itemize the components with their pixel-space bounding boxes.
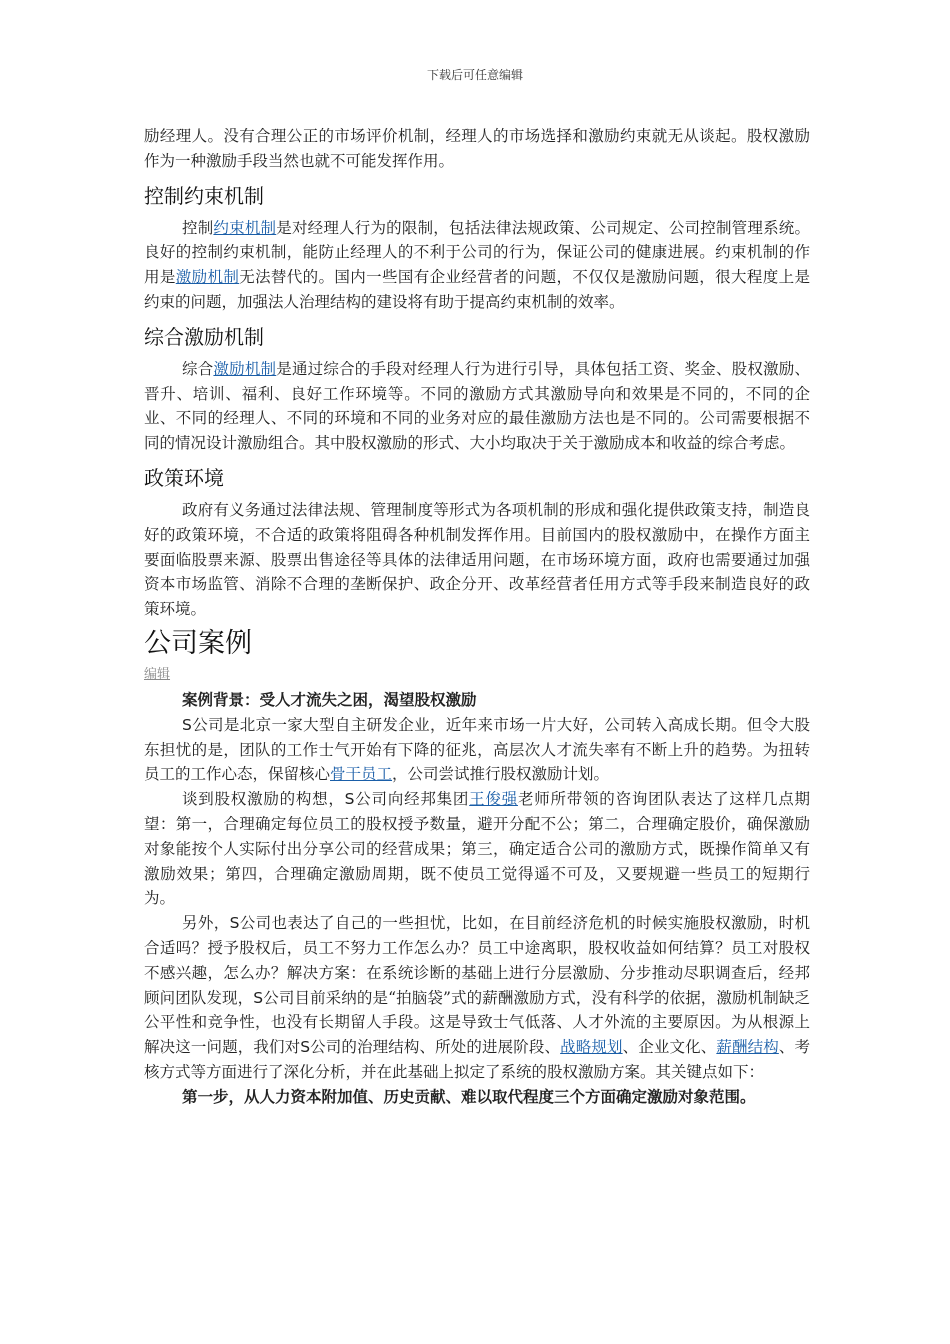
text-span: 公司是北京一家大型自主研发企业，近年来市场一片大好，公司转入高成长期。但令大股东担忧的是，团队的工作士气开始有下降的征兆，高层次人才流失率有不断上升的趋势。为扭转员工的工作心态，保留核心 <box>144 715 810 784</box>
text-span: 公司向经邦集团 <box>354 790 470 809</box>
text-span: S <box>229 914 240 933</box>
policy-paragraph: 政府有义务通过法律法规、管理制度等形式为各项机制的形成和强化提供政策支持，制造良好的政策环境，不合适的政策将阻碍各种机制发挥作用。目前国内的股权激励中，在操作方面主要面临股票来源、股票出售途径等具体的法律适用问题，在市场环境方面，政府也需要通过加强资本市场监管、消除不合理的垄断保护、政企分开、改革经营者任用方式等手段来制造良好的政策环境。 <box>144 500 810 619</box>
edit-link[interactable]: 编辑 <box>144 666 171 682</box>
text-span: ，公司尝试推行股权激励计划。 <box>392 765 610 784</box>
text-span: S <box>182 715 192 734</box>
text-span: 是通过综合的手段对经理人行为进行引导，具体包括工资、奖金、股权激励、晋升、培训、福利、良好工作环境等。不同的激励方式其激励导向和效果是不同的，不同的企业、不同的经理人、不同的环境和不同的业务对应的最佳激励方法也是不同的。公司需要根据不同的情况设计激励组合。其中股权激励的形式、大小均取决于关于激励成本和收益的综合考虑。 <box>144 359 810 453</box>
text-span: 谈到股权激励的构想， <box>182 790 345 809</box>
text-span: 老师所带领的咨询团队表达了这样几点期望：第一，合理确定每位员工的股权授予数量，避开分配不公；第二，合理确定股价，确保激励对象能按个人实际付出分享公司的经营成果；第三，确定适合公司的激励方式，既操作简单又有激励效果；第四，合理确定激励周期，既不使员工觉得遥不可及，又要规避一些员工的短期行为。 <box>144 790 810 908</box>
text-span: 另外， <box>182 914 230 933</box>
text-span: 控制 <box>182 218 214 237</box>
intro-paragraph: 励经理人。没有合理公正的市场评价机制，经理人的市场选择和激励约束就无从谈起。股权激励作为一种激励手段当然也就不可能发挥作用。 <box>144 127 810 170</box>
heading-company-case: 公司案例 <box>144 627 252 659</box>
step-one-text: 第一步，从人力资本附加值、历史贡献、难以取代程度三个方面确定激励对象范围。 <box>182 1086 756 1106</box>
text-span: S <box>344 790 355 809</box>
incentive-paragraph <box>144 357 810 456</box>
case-paragraph-1 <box>144 713 810 787</box>
text-span: 综合 <box>182 359 214 378</box>
case-paragraph-3 <box>144 911 810 1085</box>
text-span: S <box>253 988 264 1007</box>
step-one <box>144 1085 810 1110</box>
text-span: 公司也表达了自己的一些担忧，比如，在目前经济危机的时候实施股权激励，时机合适吗？授予股权后，员工不努力工作怎么办？员工中途离职，股权收益如何结算？员工对股权不感兴趣，怎么办？解决方案：在系统诊断的基础上进行分层激励、分步推动尽职调查后，经邦顾问团队发现， <box>144 914 810 1007</box>
heading-incentive-mechanism: 综合激励机制 <box>144 324 264 349</box>
link-core-employees[interactable]: 骨干员工 <box>330 765 393 784</box>
case-background-title: 案例背景：受人才流失之困，渴望股权激励 <box>182 689 477 709</box>
text-span: 公司目前采纳的是“拍脑袋”式的薪酬激励方式，没有科学的依据，激励机制缺乏公平性和竞争性，也没有长期留人手段。这是导致士气低落、人才外流的主要原因。为从根源上解决这一问题，我们对 <box>144 988 810 1057</box>
heading-policy-environment: 政策环境 <box>144 465 224 490</box>
page-header: 下载后可任意编辑 <box>426 68 523 82</box>
link-compensation-structure[interactable]: 薪酬结构 <box>716 1038 779 1057</box>
text-span: S <box>300 1038 311 1057</box>
text-span: 是对经理人行为的限制，包括法律法规政策、公司规定、公司控制管理系统。良好的控制约束机制，能防止经理人的不利于公司的行为，保证公司的健康进展。约束机制的作用是 <box>144 218 810 287</box>
text-span: 公司的治理结构、所处的进展阶段、 <box>310 1038 561 1057</box>
case-paragraph-2 <box>144 787 810 911</box>
text-span: 、企业文化、 <box>622 1038 717 1057</box>
link-strategic-planning[interactable]: 战略规划 <box>560 1038 623 1057</box>
case-background <box>144 688 810 713</box>
heading-control-mechanism: 控制约束机制 <box>144 183 264 208</box>
link-wang-junqiang[interactable]: 王俊强 <box>469 790 518 809</box>
link-incentive-mechanism-2[interactable]: 激励机制 <box>213 359 277 378</box>
text-span: 、考核方式等方面进行了深化分析，并在此基础上拟定了系统的股权激励方案。其关键点如下： <box>144 1038 810 1081</box>
document-body <box>144 124 810 1110</box>
link-constraint-mechanism[interactable]: 约束机制 <box>213 218 277 237</box>
text-span: 无法替代的。国内一些国有企业经营者的问题，不仅仅是激励问题，很大程度上是约束的问题，加强法人治理结构的建设将有助于提高约束机制的效率。 <box>144 268 810 311</box>
link-incentive-mechanism[interactable]: 激励机制 <box>175 268 240 287</box>
control-paragraph <box>144 216 810 315</box>
